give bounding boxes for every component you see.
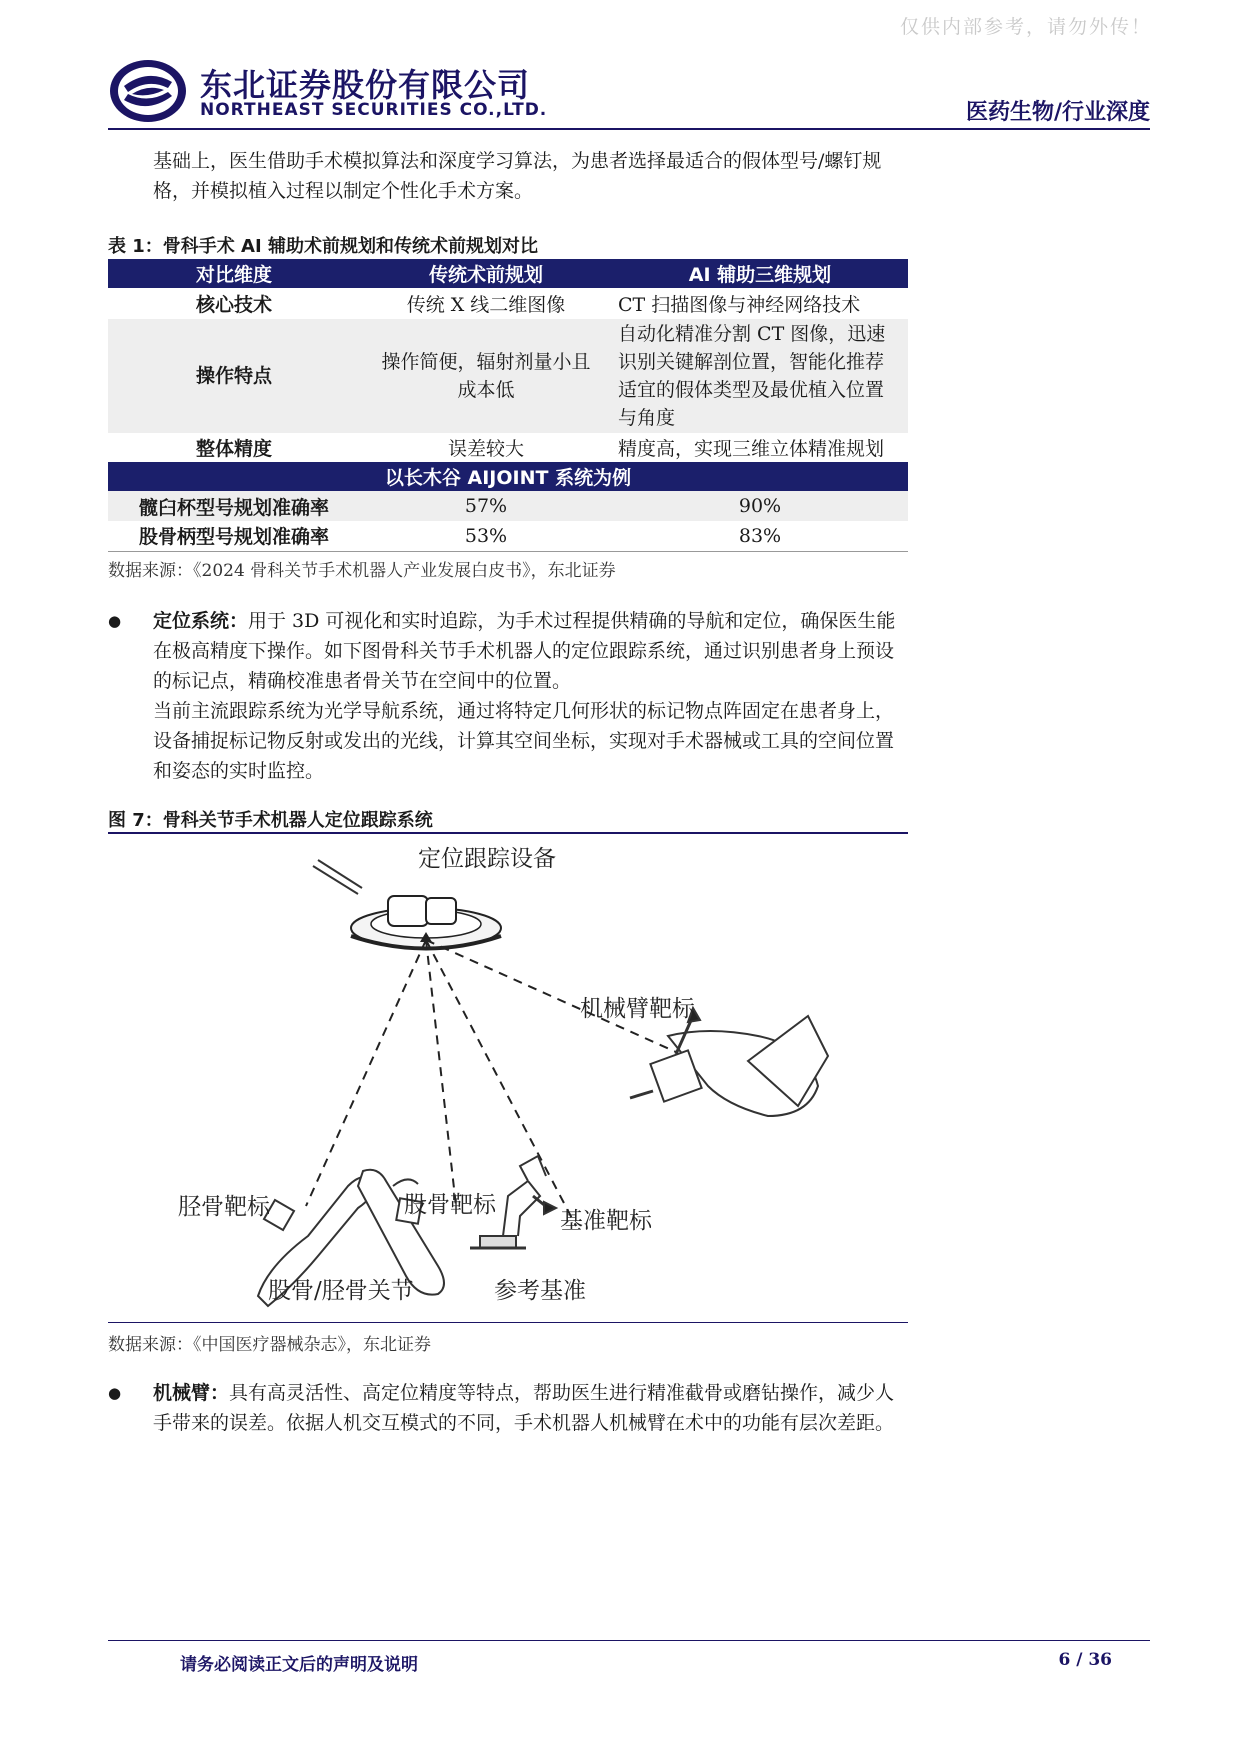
bullet-positioning	[153, 606, 898, 696]
cell-ai: 83%	[738, 524, 782, 547]
table-row	[108, 521, 908, 551]
bullet-text: 具有高灵活性、高定位精度等特点，帮助医生进行精准截骨或磨钻操作，减少人手带来的误差。依据人机交互模式的不同，手术机器人机械臂在术中的功能有层次差距。	[153, 1382, 895, 1434]
cell-ai: 自动化精准分割 CT 图像，迅速识别关键解剖位置，智能化推荐适宜的假体类型及最优植入位置与角度	[618, 323, 886, 429]
bullet-term: 机械臂：	[153, 1382, 230, 1404]
comparison-table	[108, 259, 908, 552]
row-label: 髋臼杯型号规划准确率	[138, 496, 329, 519]
page-number: 6 / 36	[1058, 1650, 1112, 1670]
tracking-system-diagram	[108, 836, 908, 1320]
cell-traditional: 53%	[464, 524, 508, 547]
row-label: 整体精度	[195, 438, 272, 460]
bullet-positioning-continued: 当前主流跟踪系统为光学导航系统，通过将特定几何形状的标记物点阵固定在患者身上，设备捕捉标记物反射或发出的光线，计算其空间坐标，实现对手术器械或工具的空间位置和姿态的实时监控。	[153, 700, 895, 782]
cell-traditional: 57%	[464, 495, 508, 517]
company-name-cn: 东北证券股份有限公司	[200, 66, 531, 104]
bullet-text: 用于 3D 可视化和实时追踪，为手术过程提供精确的导航和定位，确保医生能在极高精度下操作。如下图骨科关节手术机器人的定位跟踪系统，通过识别患者身上预设的标记点，精确校准患者骨关节在空间中的位置。	[153, 610, 896, 692]
table-header-dimension: 对比维度	[108, 259, 360, 288]
label-tracker: 定位跟踪设备	[418, 846, 556, 872]
label-reference: 参考基准	[494, 1278, 586, 1304]
cell-traditional: 操作简便，辐射剂量小且成本低	[381, 351, 591, 401]
bullet-robot-arm	[153, 1378, 898, 1438]
figure-source: 数据来源：《中国医疗器械杂志》，东北证券	[108, 1335, 431, 1355]
section-tag: 医药生物/行业深度	[965, 100, 1150, 125]
table-header-traditional: 传统术前规划	[360, 259, 612, 288]
footer-rule	[108, 1640, 1150, 1641]
intro-paragraph: 基础上，医生借助手术模拟算法和深度学习算法，为患者选择最适合的假体型号/螺钉规格，并模拟植入过程以制定个性化手术方案。	[153, 150, 882, 202]
company-logo-icon	[108, 58, 188, 124]
table-row	[108, 319, 908, 433]
table-subheader: 以长木谷 AIJOINT 系统为例	[108, 462, 908, 491]
footer-disclaimer: 请务必阅读正文后的声明及说明	[180, 1655, 418, 1675]
robotic-arm-icon	[630, 1008, 828, 1116]
figure-bottom-rule	[108, 1322, 908, 1323]
label-femur-target: 股骨靶标	[404, 1192, 496, 1218]
figure-top-rule	[108, 832, 908, 834]
cell-ai: CT 扫描图像与神经网络技术	[618, 294, 861, 316]
figure-caption: 图 7：骨科关节手术机器人定位跟踪系统	[108, 810, 433, 831]
watermark: 仅供内部参考，请勿外传！	[899, 16, 1152, 38]
company-name-en: NORTHEAST SECURITIES CO.,LTD.	[200, 100, 548, 120]
table-row	[108, 433, 908, 462]
label-knee-joint: 股骨/胫骨关节	[268, 1278, 414, 1304]
table-row	[108, 491, 908, 521]
row-label: 股骨柄型号规划准确率	[138, 526, 329, 549]
header-rule	[108, 128, 1150, 130]
cell-ai: 精度高，实现三维立体精准规划	[618, 438, 885, 460]
cell-traditional: 误差较大	[447, 438, 524, 460]
bullet-dot-icon: ●	[108, 612, 122, 630]
table-row	[108, 288, 908, 319]
label-tibia-target: 胫骨靶标	[178, 1194, 270, 1220]
cell-traditional: 传统 X 线二维图像	[406, 294, 566, 316]
table-source: 数据来源：《2024 骨科关节手术机器人产业发展白皮书》，东北证券	[108, 561, 616, 581]
label-arm-target: 机械臂靶标	[580, 996, 695, 1022]
row-label: 核心技术	[195, 294, 272, 316]
row-label: 操作特点	[195, 365, 272, 387]
tracker-device-icon	[313, 860, 501, 949]
cell-ai: 90%	[738, 495, 782, 517]
label-base-target: 基准靶标	[560, 1208, 652, 1234]
table-caption: 表 1：骨科手术 AI 辅助术前规划和传统术前规划对比	[108, 236, 538, 257]
table-header-ai: AI 辅助三维规划	[612, 259, 908, 288]
bullet-dot-icon: ●	[108, 1384, 122, 1402]
bullet-term: 定位系统：	[153, 610, 249, 632]
